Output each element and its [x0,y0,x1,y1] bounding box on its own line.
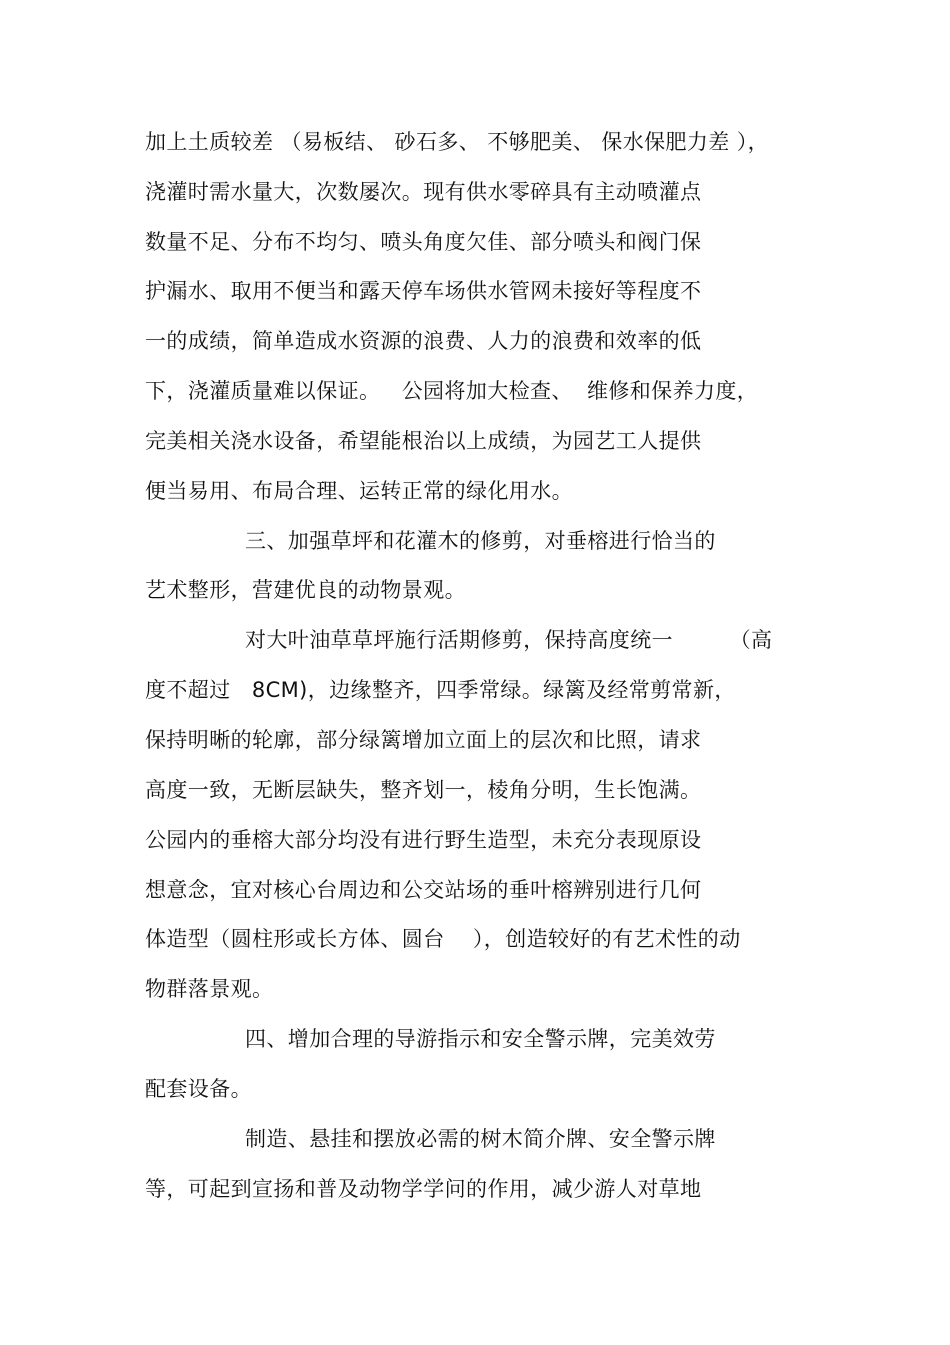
paragraph-line: 护漏水、取用不便当和露天停车场供水管网未接好等程度不 [145,279,702,303]
section-heading-3: 三、加强草坪和花灌木的修剪，对垂榕进行恰当的 [245,529,716,553]
paragraph-line: 等，可起到宣扬和普及动物学学问的作用，减少游人对草地 [145,1177,702,1201]
paragraph-line: 数量不足、分布不均匀、喷头角度欠佳、部分喷头和阀门保 [145,230,702,254]
section-heading-4: 四、增加合理的导游指示和安全警示牌，完美效劳 [245,1027,716,1051]
paragraph-line: 一的成绩，简单造成水资源的浪费、人力的浪费和效率的低 [145,329,702,353]
paragraph-line: 想意念，宜对核心台周边和公交站场的垂叶榕辨别进行几何 [145,878,702,902]
paragraph-line: 公园内的垂榕大部分均没有进行野生造型，未充分表现原设 [145,828,702,852]
paragraph-line: 度不超过 8CM)，边缘整齐，四季常绿。绿篱及经常剪常新， [145,678,736,702]
paragraph-line: 物群落景观。 [145,977,274,1001]
paragraph-line: 制造、悬挂和摆放必需的树木简介牌、安全警示牌 [245,1127,716,1151]
paragraph-line: 高度一致，无断层缺失，整齐划一，棱角分明，生长饱满。 [145,778,702,802]
paragraph-line: 完美相关浇水设备，希望能根治以上成绩，为园艺工人提供 [145,429,702,453]
paragraph-line: 下，浇灌质量难以保证。 公园将加大检查、 维修和保养力度， [145,379,759,403]
paragraph-line: 便当易用、布局合理、运转正常的绿化用水。 [145,479,573,503]
paragraph-line: 浇灌时需水量大，次数屡次。现有供水零碎具有主动喷灌点 [145,180,702,204]
paragraph-line: 对大叶油草草坪施行活期修剪，保持高度统一 （高 [245,628,773,652]
section-heading-4-continued: 配套设备。 [145,1077,252,1101]
paragraph-line: 加上土质较差 （易板结、 砂石多、 不够肥美、 保水保肥力差 ）， [145,130,770,154]
paragraph-line: 体造型（圆柱形或长方体、圆台 ），创造较好的有艺术性的动 [145,927,741,951]
section-heading-3-continued: 艺术整形，营建优良的动物景观。 [145,578,466,602]
paragraph-line: 保持明晰的轮廓，部分绿篱增加立面上的层次和比照，请求 [145,728,702,752]
